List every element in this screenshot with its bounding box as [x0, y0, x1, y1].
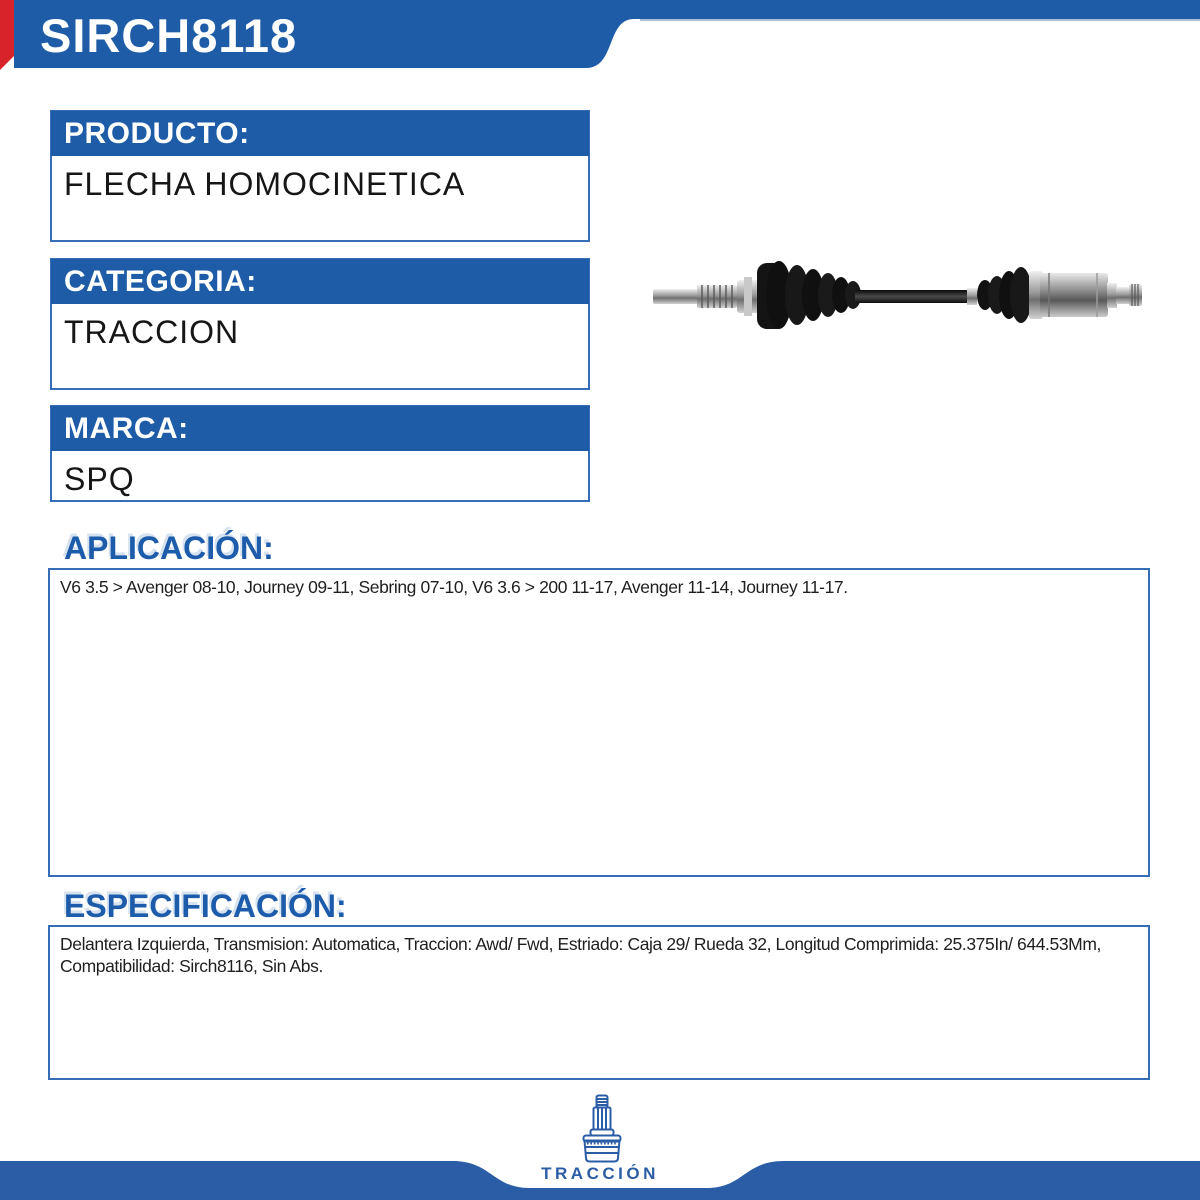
field-categoria	[50, 258, 590, 390]
field-producto-value: FLECHA HOMOCINETICA	[64, 166, 466, 202]
aplicacion-text: V6 3.5 > Avenger 08-10, Journey 09-11, Sebring 07-10, V6 3.6 > 200 11-17, Avenger 11-14, Journey 11-17.	[60, 577, 848, 597]
field-marca-value: SPQ	[64, 461, 135, 497]
part-number-title: SIRCH8118	[40, 9, 298, 62]
field-producto-label: PRODUCTO:	[64, 116, 250, 150]
especificacion-box	[48, 925, 1150, 1080]
field-marca-label: MARCA:	[64, 411, 189, 445]
cv-axle-photo	[645, 247, 1145, 343]
field-producto	[50, 110, 590, 242]
footer-category-label: TRACCIÓN	[541, 1164, 659, 1183]
field-categoria-label: CATEGORIA:	[64, 264, 257, 298]
brand-accent	[0, 0, 14, 70]
aplicacion-box	[48, 568, 1150, 877]
field-categoria-header	[51, 259, 589, 304]
field-marca	[50, 405, 590, 502]
especificacion-heading: ESPECIFICACIÓN:	[64, 888, 347, 924]
aplicacion-heading: APLICACIÓN:	[64, 530, 274, 566]
field-marca-header	[51, 406, 589, 451]
especificacion-text: Delantera Izquierda, Transmision: Automatica, Traccion: Awd/ Fwd, Estriado: Caja 29/ Rueda 32, Longitud Comprimida: 25.375In/ 644.53Mm, Compatibilidad: Sirch8116, Sin Abs.	[60, 934, 1101, 977]
field-categoria-value: TRACCION	[64, 314, 240, 350]
cv-joint-icon	[578, 1094, 626, 1164]
field-producto-header	[51, 111, 589, 156]
